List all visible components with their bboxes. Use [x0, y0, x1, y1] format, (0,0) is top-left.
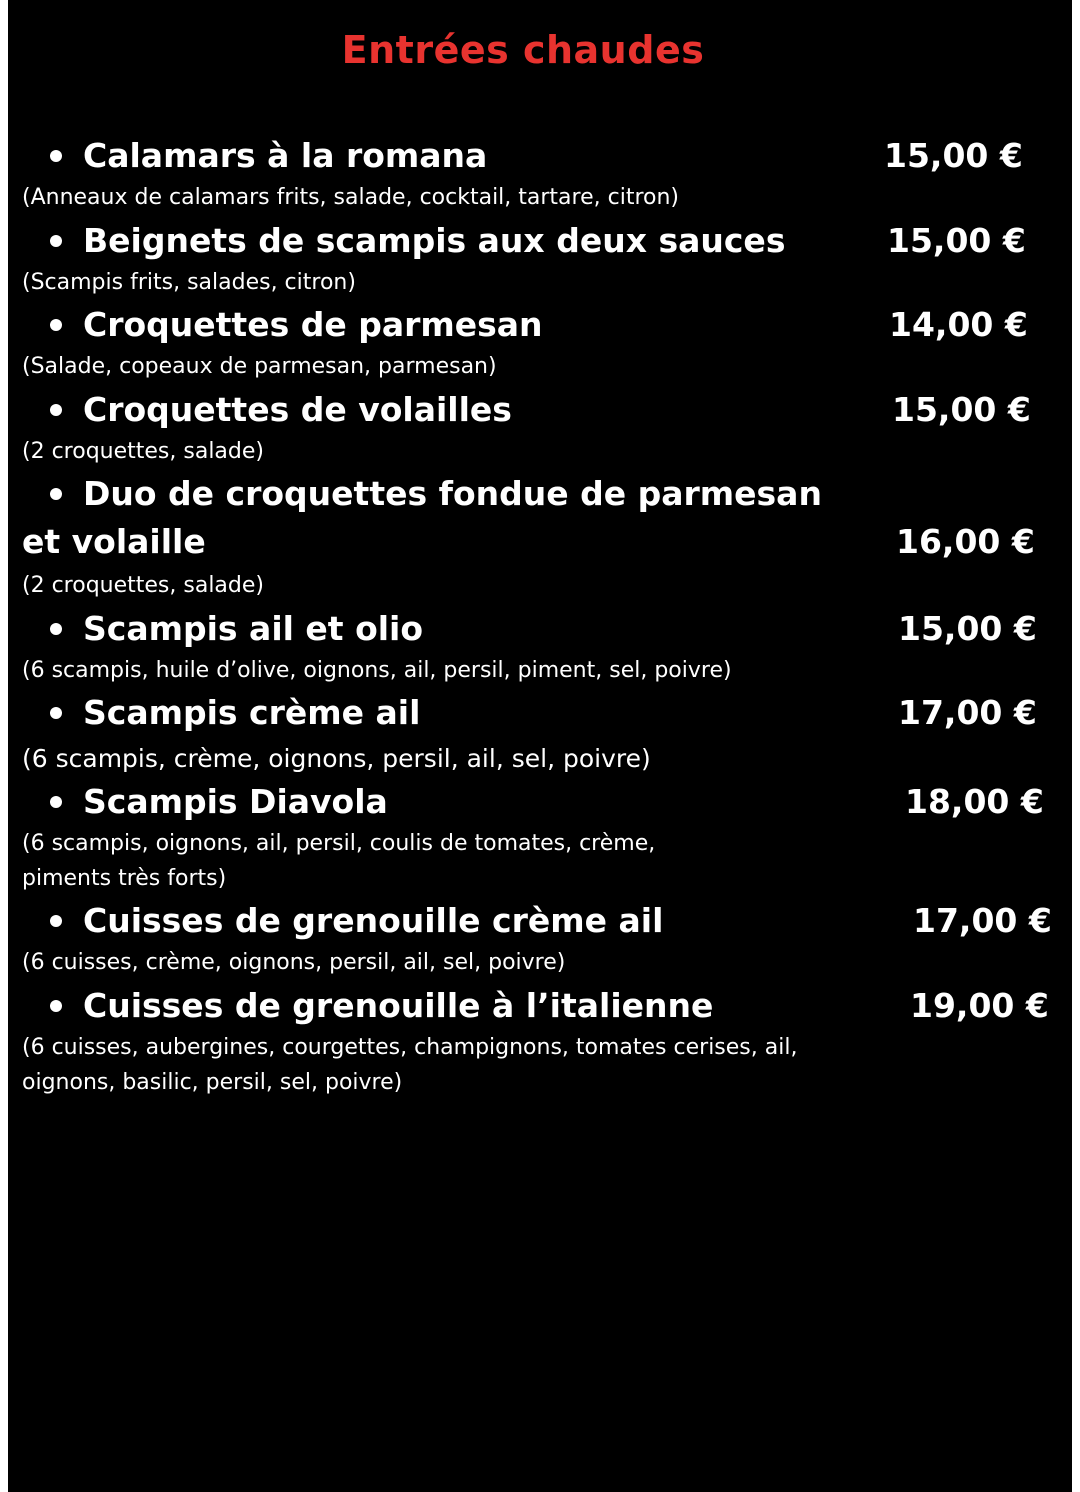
menu-item — [8, 897, 1072, 975]
menu-item — [8, 132, 1072, 210]
item-name: Croquettes de parmesan — [83, 305, 543, 344]
item-name: Beignets de scampis aux deux sauces — [83, 221, 786, 260]
item-price: 15,00 € — [887, 221, 1026, 260]
item-description: (Salade, copeaux de parmesan, parmesan) — [22, 354, 497, 379]
menu-page — [8, 0, 1072, 1492]
menu-item — [8, 386, 1072, 464]
item-name: Cuisses de grenouille crème ail — [83, 901, 664, 940]
bullet-icon — [50, 1000, 62, 1012]
item-description: (2 croquettes, salade) — [22, 439, 264, 464]
menu-item — [8, 217, 1072, 295]
item-price: 15,00 € — [898, 609, 1037, 648]
bullet-icon — [50, 150, 62, 162]
item-description: (Anneaux de calamars frits, salade, cocktail, tartare, citron) — [22, 185, 680, 210]
item-price: 16,00 € — [896, 522, 1035, 561]
item-price: 15,00 € — [884, 136, 1023, 175]
item-price: 17,00 € — [898, 693, 1037, 732]
menu-item — [8, 605, 1072, 683]
item-name: Croquettes de volailles — [83, 390, 512, 429]
item-description-continued: oignons, basilic, persil, sel, poivre) — [22, 1070, 403, 1095]
bullet-icon — [50, 404, 62, 416]
item-description: (6 cuisses, aubergines, courgettes, champignons, tomates cerises, ail, — [22, 1035, 798, 1060]
item-name-continued: et volaille — [22, 522, 206, 561]
bullet-icon — [50, 235, 62, 247]
menu-item — [8, 301, 1072, 379]
item-price: 15,00 € — [892, 390, 1031, 429]
item-name: Scampis Diavola — [83, 782, 388, 821]
item-price: 14,00 € — [889, 305, 1028, 344]
page-title: Entrées chaudes — [341, 28, 705, 72]
item-description-continued: piments très forts) — [22, 866, 227, 891]
menu-item — [8, 982, 1072, 1095]
item-description: (6 cuisses, crème, oignons, persil, ail, sel, poivre) — [22, 950, 566, 975]
bullet-icon — [50, 488, 62, 500]
menu-item — [8, 470, 1072, 598]
item-price: 18,00 € — [905, 782, 1044, 821]
bullet-icon — [50, 796, 62, 808]
menu-item — [8, 778, 1072, 891]
item-name: Scampis crème ail — [83, 693, 421, 732]
bullet-icon — [50, 915, 62, 927]
item-name: Cuisses de grenouille à l’italienne — [83, 986, 714, 1025]
item-price: 17,00 € — [913, 901, 1052, 940]
item-name: Calamars à la romana — [83, 136, 488, 175]
bullet-icon — [50, 623, 62, 635]
menu-item — [8, 689, 1072, 773]
item-description: (Scampis frits, salades, citron) — [22, 270, 356, 295]
item-price: 19,00 € — [910, 986, 1049, 1025]
item-name: Scampis ail et olio — [83, 609, 424, 648]
item-description: (2 croquettes, salade) — [22, 573, 264, 598]
item-description: (6 scampis, huile d’olive, oignons, ail, persil, piment, sel, poivre) — [22, 658, 732, 683]
bullet-icon — [50, 319, 62, 331]
bullet-icon — [50, 707, 62, 719]
item-name: Duo de croquettes fondue de parmesan — [83, 474, 822, 513]
item-description: (6 scampis, oignons, ail, persil, coulis de tomates, crème, — [22, 831, 656, 856]
item-description: (6 scampis, crème, oignons, persil, ail, sel, poivre) — [22, 744, 651, 773]
